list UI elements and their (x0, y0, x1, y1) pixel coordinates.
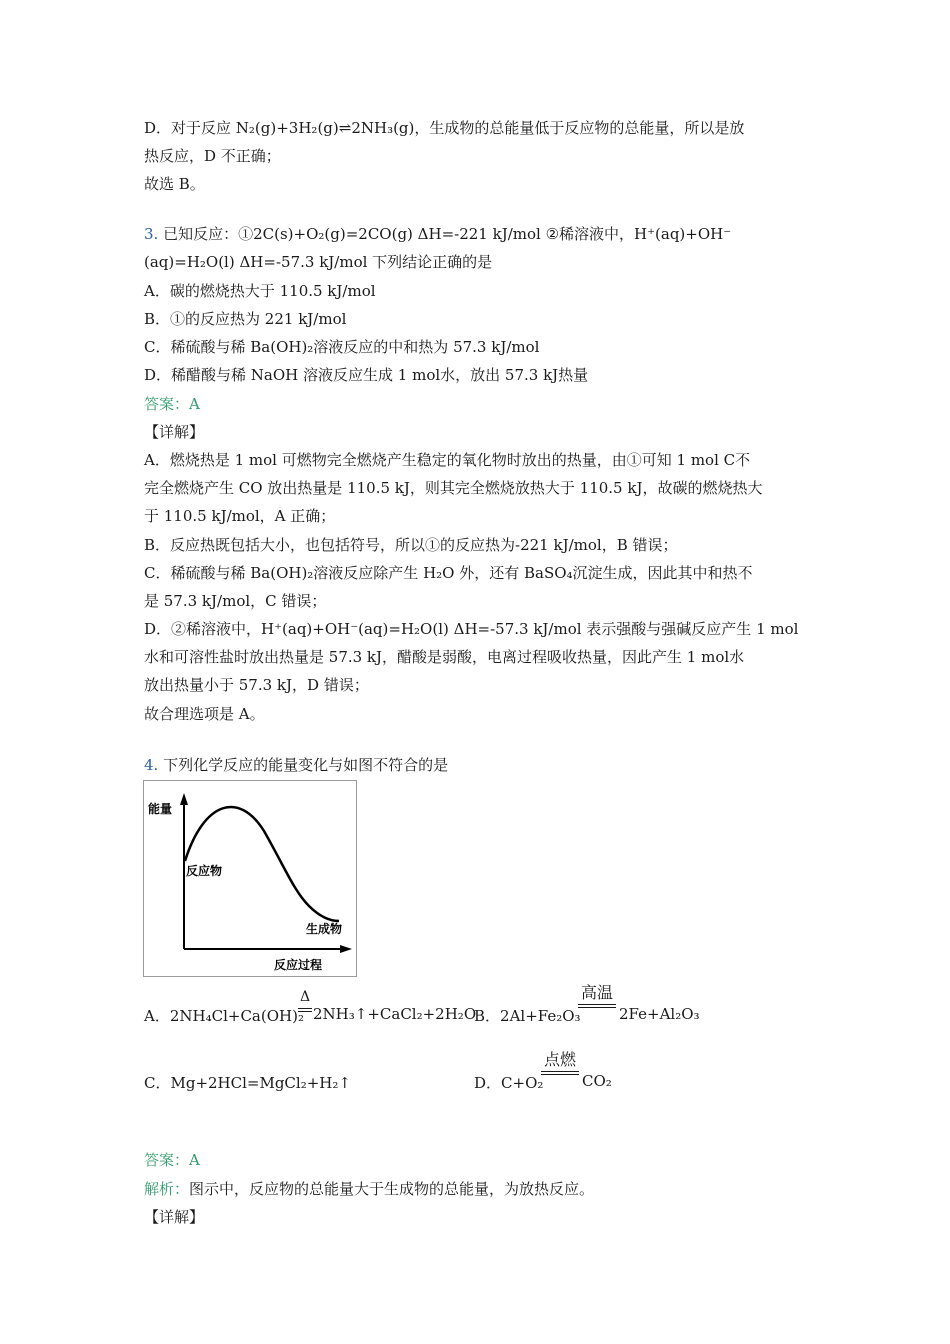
q3-explain-1: A．燃烧热是 1 mol 可燃物完全燃烧产生稳定的氧化物时放出的热量，由①可知 1 mol C不 (144, 451, 751, 469)
energy-diagram (143, 780, 357, 977)
equals-bar (541, 1071, 579, 1075)
q4-analysis (144, 1179, 594, 1199)
q4-option-d-condition (541, 1051, 579, 1075)
q4-option-b-rhs: 2Fe+Al₂O₃ (619, 1005, 700, 1023)
q3-number: 3. (144, 225, 159, 243)
q4-option-a-rhs: 2NH₃↑+CaCl₂+2H₂O (313, 1005, 477, 1023)
x-axis-arrow (340, 945, 352, 953)
q3-explain-6: 是 57.3 kJ/mol，C 错误； (144, 592, 327, 610)
q3-answer: 答案：A (144, 395, 200, 413)
q3-option-a: A．碳的燃烧热大于 110.5 kJ/mol (144, 282, 376, 300)
q4-number: 4. (144, 756, 159, 774)
reactant-label: 反应物 (186, 864, 223, 878)
q3-explain-9: 放出热量小于 57.3 kJ，D 错误； (144, 676, 369, 694)
q4-stem-text: 下列化学反应的能量变化与如图不符合的是 (163, 756, 449, 774)
q3-option-b: B．①的反应热为 221 kJ/mol (144, 310, 347, 328)
q4-stem (144, 755, 448, 775)
product-label: 生成物 (306, 922, 343, 936)
q3-stem-line1 (144, 224, 731, 244)
prev-option-d-line2: 热反应，D 不正确； (144, 147, 281, 165)
y-axis-arrow (180, 793, 188, 805)
q3-explain-8: 水和可溶性盐时放出热量是 57.3 kJ，醋酸是弱酸，电离过程吸收热量，因此产生 1 mol水 (144, 648, 745, 666)
q4-option-a-lhs: A．2NH₄Cl+Ca(OH)₂ (144, 1007, 304, 1025)
q4-option-c: C．Mg+2HCl=MgCl₂+H₂↑ (144, 1074, 351, 1092)
q3-detail-label: 【详解】 (144, 423, 205, 441)
q3-stem-text1: 已知反应：①2C(s)+O₂(g)=2CO(g) ΔH=-221 kJ/mol ②稀溶液中，H⁺(aq)+OH⁻ (163, 225, 732, 243)
high-temp-label: 高温 (580, 983, 613, 1002)
q3-explain-7: D．②稀溶液中，H⁺(aq)+OH⁻(aq)=H₂O(l) ΔH=-57.3 kJ/mol 表示强酸与强碱反应产生 1 mol (144, 620, 799, 638)
analysis-body: 图示中，反应物的总能量大于生成物的总能量，为放热反应。 (189, 1180, 595, 1198)
q4-option-d-rhs: CO₂ (582, 1072, 612, 1090)
q3-option-c: C．稀硫酸与稀 Ba(OH)₂溶液反应的中和热为 57.3 kJ/mol (144, 338, 540, 356)
q3-explain-4: B．反应热既包括大小，也包括符号，所以①的反应热为-221 kJ/mol，B 错误； (144, 536, 678, 554)
q3-explain-10: 故合理选项是 A。 (144, 705, 265, 723)
q4-option-a-condition (298, 988, 312, 1012)
ignite-label: 点燃 (543, 1050, 576, 1069)
q4-answer: 答案：A (144, 1151, 200, 1169)
equals-bar (578, 1004, 616, 1008)
q4-analysis-text (144, 1180, 594, 1198)
y-axis-label: 能量 (148, 802, 173, 816)
prev-conclusion: 故选 B。 (144, 175, 205, 193)
q3-explain-2: 完全燃烧产生 CO 放出热量是 110.5 kJ，则其完全燃烧放热大于 110.5 kJ，故碳的燃烧热大 (144, 479, 763, 497)
equals-bar (298, 1008, 312, 1012)
q4-detail-label: 【详解】 (144, 1208, 205, 1226)
q3-stem-line2: (aq)=H₂O(l) ΔH=-57.3 kJ/mol 下列结论正确的是 (144, 253, 493, 271)
prev-option-d-line1: D．对于反应 N₂(g)+3H₂(g)⇌2NH₃(g)，生成物的总能量低于反应物的总能量，所以是放 (144, 119, 745, 137)
delta-symbol: Δ (299, 989, 311, 1005)
q4-option-d-lhs: D．C+O₂ (474, 1074, 544, 1092)
q3-explain-3: 于 110.5 kJ/mol，A 正确； (144, 507, 336, 525)
q4-option-b-condition (578, 984, 616, 1008)
analysis-prefix: 解析： (144, 1180, 190, 1198)
q4-option-b-lhs: B．2Al+Fe₂O₃ (474, 1007, 581, 1025)
x-axis-label: 反应过程 (274, 958, 323, 972)
q3-option-d: D．稀醋酸与稀 NaOH 溶液反应生成 1 mol水，放出 57.3 kJ热量 (144, 366, 589, 384)
q3-explain-5: C．稀硫酸与稀 Ba(OH)₂溶液反应除产生 H₂O 外，还有 BaSO₄沉淀生成，因此其中和热不 (144, 564, 753, 582)
energy-diagram-svg (144, 781, 356, 976)
